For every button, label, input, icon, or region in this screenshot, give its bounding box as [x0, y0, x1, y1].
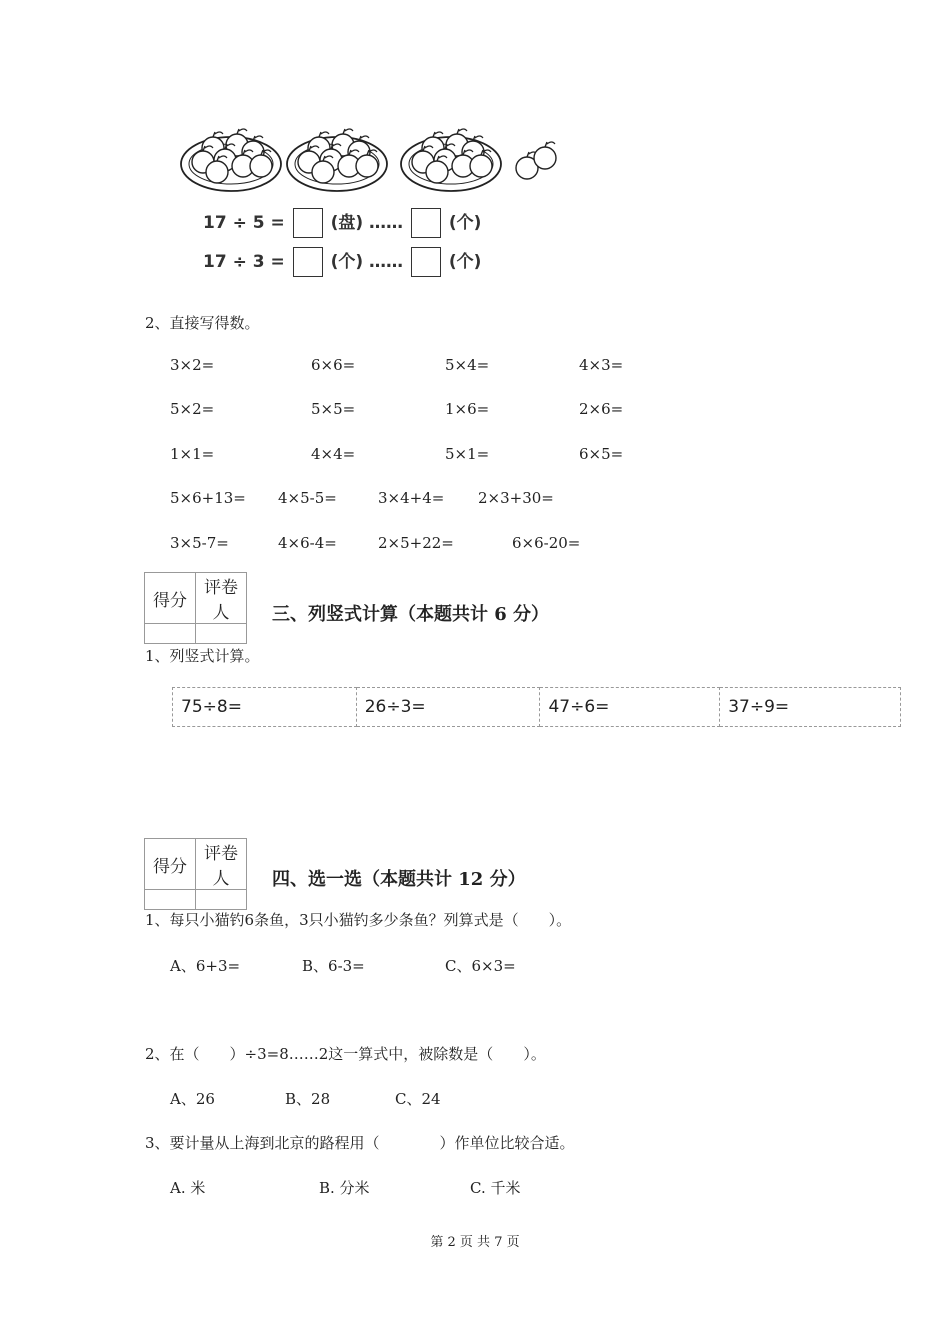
calc-item: 2×5+22= — [378, 534, 454, 552]
calc-cell[interactable]: 75÷8= — [173, 688, 357, 727]
grader-cell[interactable] — [196, 624, 247, 644]
calc-item: 5×6+13= — [170, 489, 246, 507]
calc-item: 5×2= — [170, 400, 215, 418]
score-box — [144, 838, 247, 910]
option-a[interactable]: A. 米 — [170, 1179, 206, 1197]
calc-item: 1×6= — [445, 400, 490, 418]
answer-box[interactable] — [411, 247, 441, 277]
calc-cell[interactable]: 47÷6= — [540, 688, 720, 727]
page-footer: 第 2 页 共 7 页 — [430, 1235, 520, 1250]
option-b[interactable]: B、28 — [285, 1090, 331, 1108]
score-label: 得分 — [145, 839, 196, 890]
calc-cell[interactable]: 26÷3= — [356, 688, 540, 727]
calc-item: 6×5= — [579, 445, 624, 463]
calc-item: 4×3= — [579, 356, 624, 374]
equation-1-left: 17 ÷ 5 = — [203, 213, 285, 233]
score-box — [144, 572, 247, 644]
calc-item: 6×6= — [311, 356, 356, 374]
section-3-title: 三、列竖式计算（本题共计 6 分） — [272, 604, 550, 625]
calc-item: 6×6-20= — [512, 534, 581, 552]
calc-item: 4×6-4= — [278, 534, 337, 552]
answer-box[interactable] — [411, 208, 441, 238]
vertical-calc-table — [172, 687, 901, 727]
equation-2-unit2: (个) — [448, 252, 482, 272]
score-cell[interactable] — [145, 890, 196, 910]
option-b[interactable]: B. 分米 — [319, 1179, 370, 1197]
score-cell[interactable] — [145, 624, 196, 644]
apple-plates-illustration — [175, 128, 570, 196]
q2-title: 2、直接写得数。 — [145, 314, 260, 332]
section-4-title: 四、选一选（本题共计 12 分） — [272, 869, 526, 890]
section-4-q2: 2、在（ ）÷3=8……2这一算式中，被除数是（ ）。 — [145, 1045, 546, 1063]
option-a[interactable]: A、26 — [170, 1090, 215, 1108]
grader-cell[interactable] — [196, 890, 247, 910]
option-b[interactable]: B、6-3= — [302, 957, 365, 975]
answer-box[interactable] — [293, 247, 323, 277]
calc-item: 5×5= — [311, 400, 356, 418]
equation-1-dots: …… — [369, 213, 404, 233]
grader-label: 评卷人 — [196, 573, 247, 624]
calc-item: 4×5-5= — [278, 489, 337, 507]
option-c[interactable]: C、6×3= — [445, 957, 516, 975]
answer-box[interactable] — [293, 208, 323, 238]
division-equation-1 — [203, 208, 481, 238]
option-c[interactable]: C、24 — [395, 1090, 441, 1108]
calc-item: 1×1= — [170, 445, 215, 463]
equation-2-dots: …… — [369, 252, 404, 272]
calc-item: 5×1= — [445, 445, 490, 463]
option-c[interactable]: C. 千米 — [470, 1179, 521, 1197]
equation-2-unit1: (个) — [330, 252, 364, 272]
equation-1-unit2: (个) — [448, 213, 482, 233]
section-4-q1: 1、每只小猫钓6条鱼，3只小猫钓多少条鱼？列算式是（ ）。 — [145, 911, 572, 929]
calc-cell[interactable]: 37÷9= — [720, 688, 901, 727]
section-4-q3: 3、要计量从上海到北京的路程用（ ）作单位比较合适。 — [145, 1134, 575, 1152]
calc-item: 3×4+4= — [378, 489, 445, 507]
grader-label: 评卷人 — [196, 839, 247, 890]
calc-item: 5×4= — [445, 356, 490, 374]
division-equation-2 — [203, 247, 481, 277]
calc-item: 3×5-7= — [170, 534, 229, 552]
option-a[interactable]: A、6+3= — [170, 957, 241, 975]
equation-1-unit1: (盘) — [330, 213, 364, 233]
score-label: 得分 — [145, 573, 196, 624]
calc-item: 2×3+30= — [478, 489, 554, 507]
calc-item: 4×4= — [311, 445, 356, 463]
equation-2-left: 17 ÷ 3 = — [203, 252, 285, 272]
section-3-q1: 1、列竖式计算。 — [145, 647, 260, 665]
calc-item: 2×6= — [579, 400, 624, 418]
calc-item: 3×2= — [170, 356, 215, 374]
